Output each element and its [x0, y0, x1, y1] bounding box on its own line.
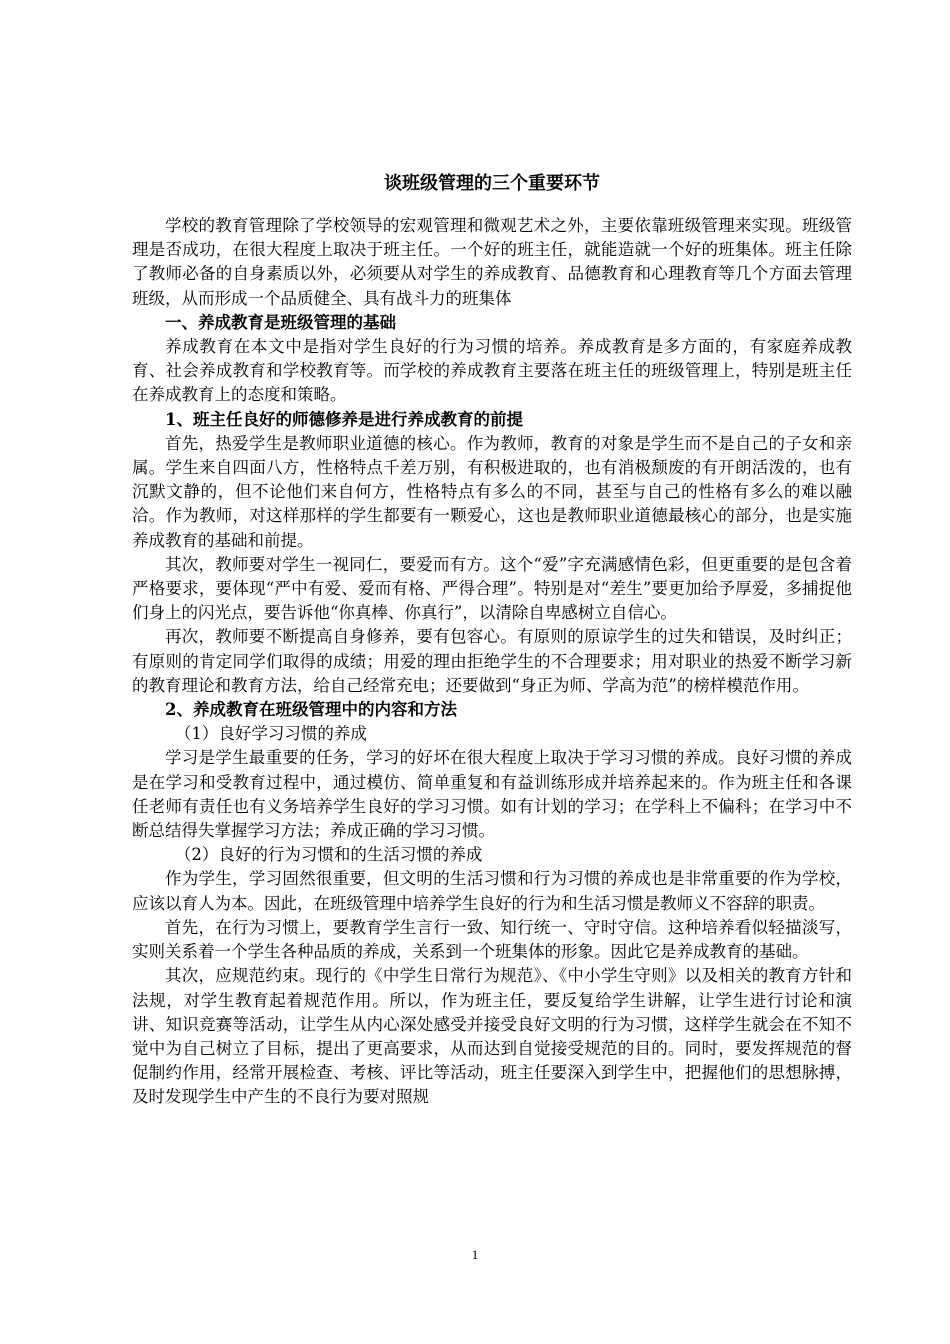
item-heading-1: （1）良好学习习惯的养成 [174, 724, 367, 744]
intro-paragraph: 学校的教育管理除了学校领导的宏观管理和微观艺术之外，主要依靠班级管理来实现。班级管理是否成功，在很大程度上取决于班主任。一个好的班主任，就能造就一个好的班集体。班主任除了教师必备的自身素质以外，必须要从对学生的养成教育、品德教育和心理教育等几个方面去管理班级，从而形成一个品质健全、具有战斗力的班集体 [132, 216, 852, 308]
page-number: 1 [471, 1247, 479, 1262]
body-paragraph: 其次，教师要对学生一视同仁，要爱而有方。这个“爱”字充满感情色彩，但更重要的是包含着严格要求，要体现“严中有爱、爱而有格、严得合理”。特别是对“差生”要更加给予厚爱，多捕捉他们身上的闪光点，要告诉他“你真棒、你真行”，以清除自卑感树立自信心。 [132, 554, 852, 623]
body-paragraph: 首先，在行为习惯上，要教育学生言行一致、知行统一、守时守信。这种培养看似轻描淡写，实则关系着一个学生各种品质的养成，关系到一个班集体的形象。因此它是养成教育的基础。 [132, 917, 852, 962]
body-paragraph: 学习是学生最重要的任务，学习的好坏在很大程度上取决于学习习惯的养成。良好习惯的养成是在学习和受教育过程中，通过模仿、简单重复和有益训练形成并培养起来的。作为班主任和各课任老师有责任也有义务培养学生良好的学习习惯。如有计划的学习；在学科上不偏科；在学习中不断总结得失掌握学习方法；养成正确的学习习惯。 [132, 748, 852, 841]
body-paragraph: 作为学生，学习固然很重要，但文明的生活习惯和行为习惯的养成也是非常重要的作为学校，应该以育人为本。因此，在班级管理中培养学生良好的行为和生活习惯是教师义不容辞的职责。 [132, 869, 852, 913]
item-heading-2: （2）良好的行为习惯和的生活习惯的养成 [174, 845, 483, 865]
body-paragraph: 养成教育在本文中是指对学生良好的行为习惯的培养。养成教育是多方面的，有家庭养成教育、社会养成教育和学校教育等。而学校的养成教育主要落在班主任的班级管理上，特别是班主任在养成教育上的态度和策略。 [132, 337, 852, 405]
document-title: 谈班级管理的三个重要环节 [384, 173, 600, 194]
body-paragraph: 首先，热爱学生是教师职业道德的核心。作为教师，教育的对象是学生而不是自己的子女和亲属。学生来自四面八方，性格特点千差万别，有积极进取的，也有消极颓废的有开朗活泼的，也有沉默文静的，但不论他们来自何方，性格特点有多么的不同，甚至与自己的性格有多么的难以融洽。作为教师，对这样那样的学生都要有一颗爱心，这也是教师职业道德最核心的部分，也是实施养成教育的基础和前提。 [132, 433, 852, 550]
body-paragraph: 其次，应规范约束。现行的《中学生日常行为规范》、《中小学生守则》以及相关的教育方针和法规，对学生教育起着规范作用。所以，作为班主任，要反复给学生讲解，让学生进行讨论和演讲、知识竞赛等活动，让学生从内心深处感受并接受良好文明的行为习惯，这样学生就会在不知不觉中为自己树立了目标，提出了更高要求，从而达到自觉接受规范的目的。同时，要发挥规范的督促制约作用，经常开展检查、考核、评比等活动，班主任要深入到学生中，把握他们的思想脉搏，及时发现学生中产生的不良行为要对照规 [132, 966, 852, 1107]
document-body [132, 170, 852, 1110]
subsection-heading-2: 2、养成教育在班级管理中的内容和方法 [165, 700, 457, 720]
section-heading-1: 一、养成教育是班级管理的基础 [165, 312, 396, 332]
body-paragraph: 再次，教师要不断提高自身修养，要有包容心。有原则的原谅学生的过失和错误，及时纠正；有原则的肯定同学们取得的成绩；用爱的理由拒绝学生的不合理要求；用对职业的热爱不断学习新的教育理论和教育方法，给自己经常充电；还要做到“身正为师、学高为范”的榜样模范作用。 [132, 627, 852, 695]
subsection-heading-1: 1、班主任良好的师德修养是进行养成教育的前提 [165, 409, 523, 429]
